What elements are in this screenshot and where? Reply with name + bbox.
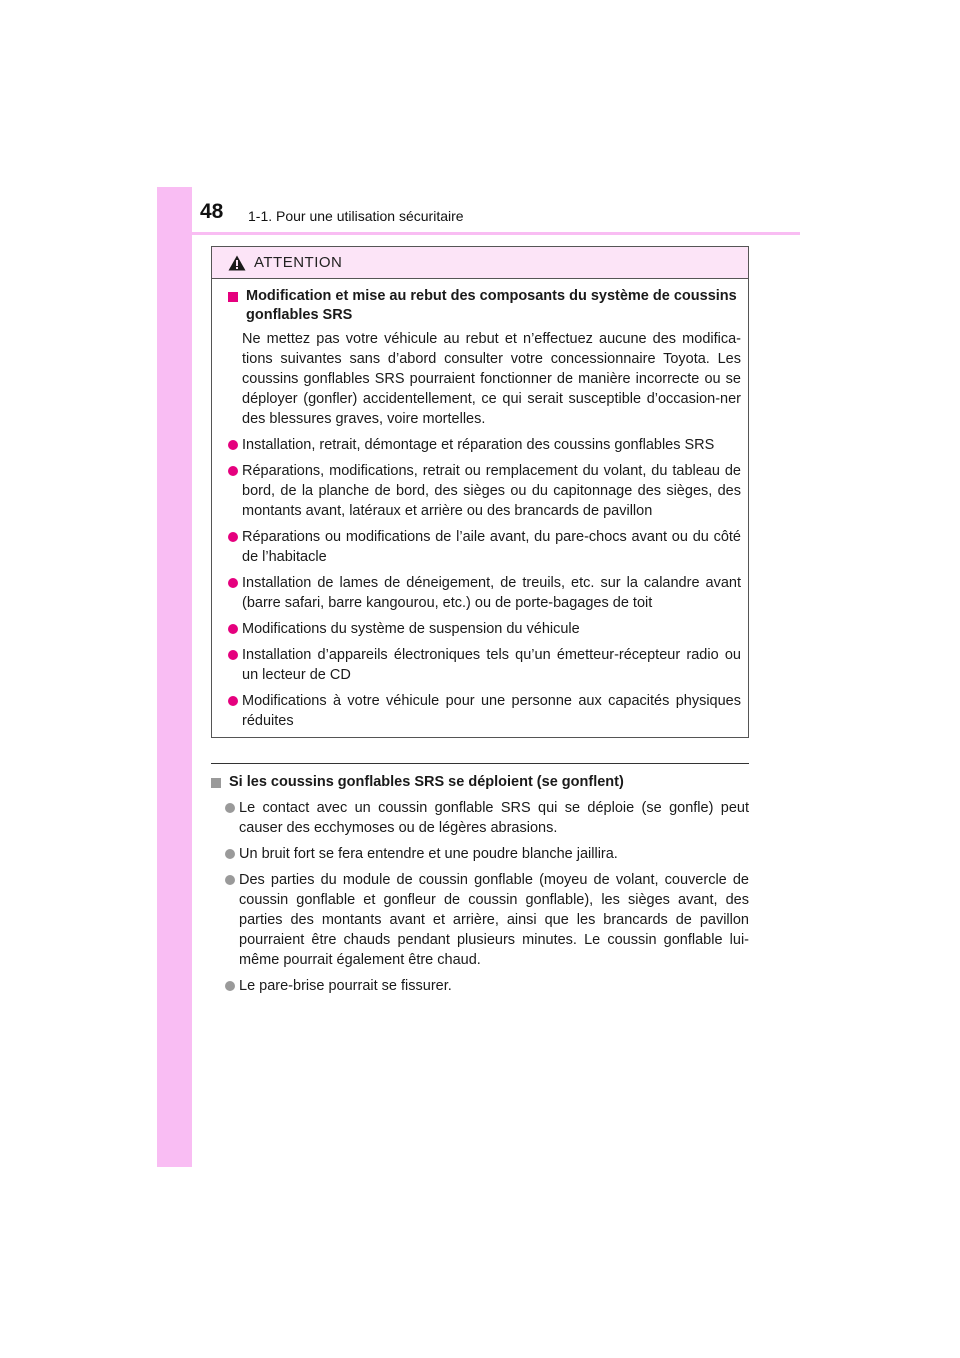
list-item-text: Réparations ou modifications de l’aile avant, du pare-chocs avant ou du côté de l’habitacle bbox=[242, 529, 741, 565]
warning-heading-text: Modification et mise au rebut des composants du système de coussins gonflables SRS bbox=[246, 288, 737, 323]
list-item bbox=[228, 573, 741, 613]
list-item bbox=[228, 645, 741, 685]
list-item-text: Modifications à votre véhicule pour une personne aux capacités physiques réduites bbox=[242, 693, 741, 729]
list-item-text: Le pare-brise pourrait se fissurer. bbox=[239, 978, 452, 994]
round-bullet-icon bbox=[225, 849, 235, 859]
list-item-text: Installation de lames de déneigement, de treuils, etc. sur la calandre avant (barre safari, barre kangourou, etc.) ou de porte-bagages de toit bbox=[242, 575, 741, 611]
square-bullet-icon bbox=[211, 778, 221, 788]
list-item bbox=[225, 976, 749, 996]
round-bullet-icon bbox=[228, 696, 238, 706]
notes-heading-text: Si les coussins gonflables SRS se déploient (se gonflent) bbox=[229, 774, 624, 790]
list-item bbox=[225, 798, 749, 838]
round-bullet-icon bbox=[225, 981, 235, 991]
square-bullet-icon bbox=[228, 292, 238, 302]
round-bullet-icon bbox=[228, 650, 238, 660]
list-item bbox=[225, 844, 749, 864]
round-bullet-icon bbox=[228, 532, 238, 542]
list-item-text: Installation, retrait, démontage et réparation des coussins gonflables SRS bbox=[242, 437, 715, 453]
list-item-text: Modifications du système de suspension du véhicule bbox=[242, 621, 580, 637]
section-title: 1-1. Pour une utilisation sécuritaire bbox=[248, 208, 464, 224]
section-divider bbox=[211, 763, 749, 764]
warning-intro: Ne mettez pas votre véhicule au rebut et n’effectuez aucune des modifica-tions suivantes sans d’abord consulter votre concessionnaire Toyota. Les coussins gonflables SRS pourraient fonctionner de manière incorrecte ou se déployer (gonfler) accidentellement, ce qui serait susceptible d’occasion-ner des blessures graves, voire mortelles. bbox=[242, 331, 741, 427]
round-bullet-icon bbox=[225, 875, 235, 885]
list-item-text: Le contact avec un coussin gonflable SRS qui se déploie (se gonfle) peut causer des ecchymoses ou de légères abrasions. bbox=[239, 800, 749, 836]
round-bullet-icon bbox=[228, 440, 238, 450]
warning-title: ATTENTION bbox=[254, 254, 343, 271]
round-bullet-icon bbox=[228, 578, 238, 588]
notes-heading bbox=[211, 773, 749, 792]
warning-header bbox=[212, 247, 748, 279]
warning-triangle-icon bbox=[228, 255, 246, 271]
list-item-text: Installation d’appareils électroniques tels qu’un émetteur-récepteur radio ou un lecteur de CD bbox=[242, 647, 741, 683]
round-bullet-icon bbox=[228, 624, 238, 634]
list-item bbox=[225, 870, 749, 970]
warning-box bbox=[211, 246, 749, 738]
header-rule bbox=[157, 232, 800, 235]
list-item-text: Des parties du module de coussin gonflable (moyeu de volant, couvercle de coussin gonflable et gonfleur de coussin gonflable), les sièges avant, des parties des montants avant et arrière, ainsi que les brancards de pavillon pourraient être chauds pendant plusieurs minutes. Le coussin gonflable lui-même pourrait également être chaud. bbox=[239, 872, 749, 968]
chapter-sidebar-tab bbox=[157, 187, 192, 1167]
list-item-text: Un bruit fort se fera entendre et une poudre blanche jaillira. bbox=[239, 846, 618, 862]
list-item bbox=[228, 461, 741, 521]
list-item bbox=[228, 691, 741, 731]
round-bullet-icon bbox=[225, 803, 235, 813]
list-item bbox=[228, 619, 741, 639]
round-bullet-icon bbox=[228, 466, 238, 476]
page-number: 48 bbox=[200, 200, 224, 223]
list-item-text: Réparations, modifications, retrait ou remplacement du volant, du tableau de bord, de la planche de bord, des sièges ou du capitonnage des sièges, des montants avant, latéraux et arrière ou des brancards de pavillon bbox=[242, 463, 741, 519]
list-item bbox=[228, 527, 741, 567]
warning-body bbox=[212, 287, 748, 731]
list-item bbox=[228, 435, 741, 455]
notes-section bbox=[211, 773, 749, 996]
warning-heading bbox=[228, 287, 741, 325]
